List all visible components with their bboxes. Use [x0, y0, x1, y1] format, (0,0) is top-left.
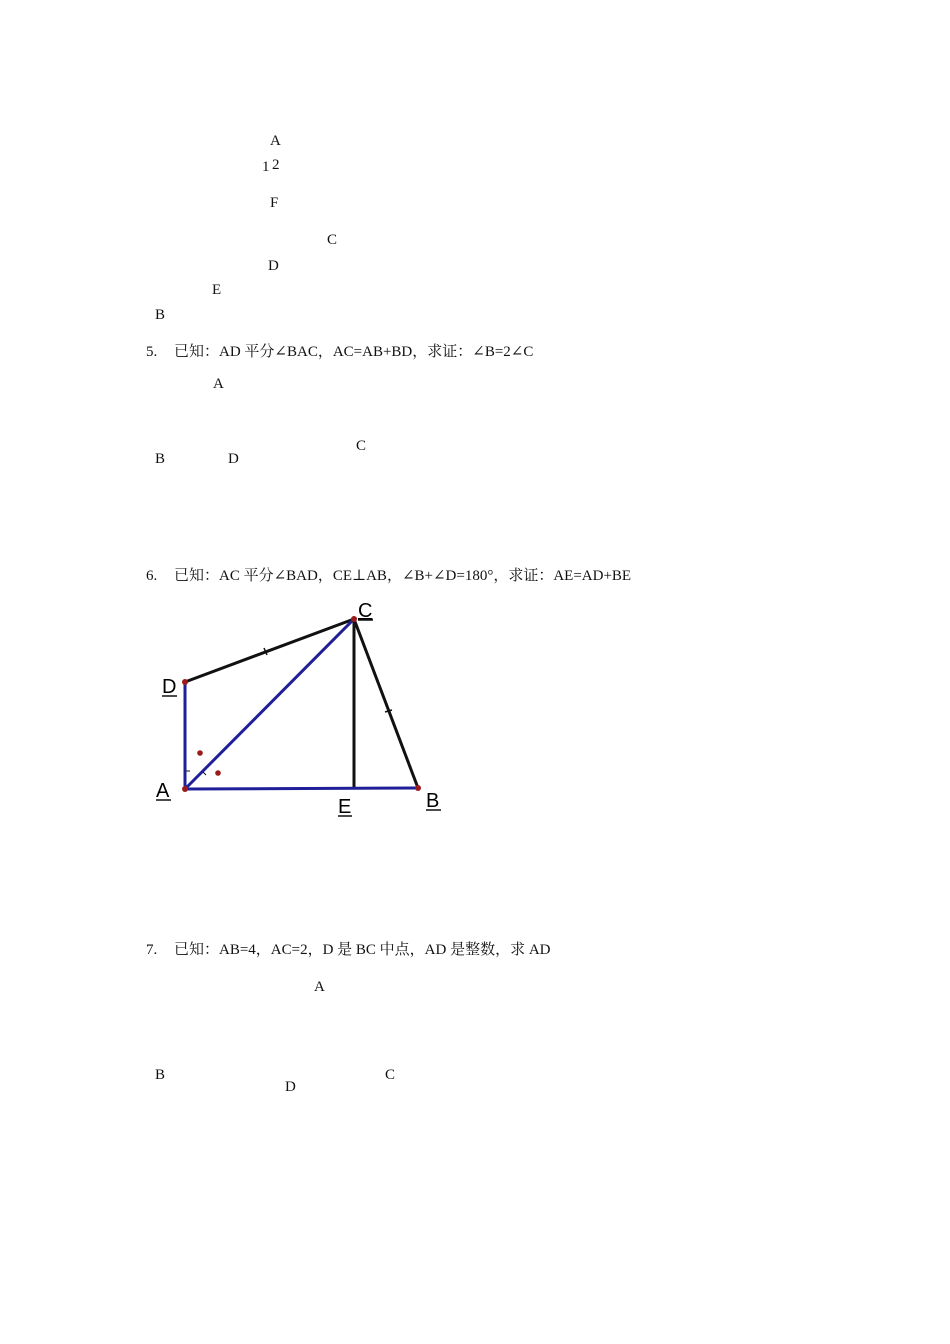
problem-5-text: 已知：AD 平分∠BAC，AC=AB+BD，求证：∠B=2∠C: [174, 344, 534, 360]
fig5-label-d: D: [228, 451, 239, 467]
fig7-label-a: A: [314, 979, 325, 995]
fig6-label-a: A: [156, 780, 170, 802]
fig4-label-1: 1: [262, 159, 270, 175]
fig5-label-c: C: [356, 438, 367, 454]
fig6-angle-mark-1: [197, 750, 203, 756]
fig4-label-2: 2: [272, 157, 280, 173]
fig6-edge-dc: [185, 619, 354, 682]
fig4-label-c: C: [327, 232, 338, 248]
fig6-label-c: C: [358, 600, 373, 622]
fig4-label-e: E: [212, 282, 222, 298]
problem-7-number: 7.: [146, 942, 158, 958]
fig6-label-b: B: [426, 790, 440, 812]
fig6-point-d: [182, 679, 188, 685]
fig4-label-b: B: [155, 307, 166, 323]
fig6-label-e: E: [338, 796, 352, 818]
fig7-label-c: C: [385, 1067, 396, 1083]
problem-6: [146, 567, 631, 585]
fig6-point-a: [182, 786, 188, 792]
problem-6-number: 6.: [146, 568, 158, 584]
fig6-tick-ac: [203, 772, 206, 775]
fig4-label-a: A: [270, 133, 281, 149]
fig4-label-d: D: [268, 258, 279, 274]
fig6-edge-cb: [354, 619, 418, 788]
fig6-diagram: [150, 595, 450, 825]
problem-7: [146, 941, 551, 959]
fig6-angle-mark-2: [215, 770, 221, 776]
problem-5: [146, 343, 533, 361]
fig5-label-a: A: [213, 376, 224, 392]
fig6-point-c: [351, 616, 357, 622]
fig7-label-b: B: [155, 1067, 166, 1083]
fig6-edge-ab: [185, 788, 418, 789]
fig7-label-d: D: [285, 1079, 296, 1095]
problem-5-number: 5.: [146, 344, 158, 360]
fig4-label-f: F: [270, 195, 279, 211]
problem-7-text: 已知：AB=4，AC=2，D 是 BC 中点，AD 是整数，求 AD: [174, 942, 551, 958]
fig6-tick-cb: [385, 710, 392, 712]
fig6-label-d: D: [162, 676, 177, 698]
fig6-point-b: [415, 785, 421, 791]
problem-6-text: 已知：AC 平分∠BAD，CE⊥AB，∠B+∠D=180°，求证：AE=AD+BE: [174, 568, 632, 584]
fig6-edge-ac: [185, 619, 354, 789]
fig5-label-b: B: [155, 451, 166, 467]
